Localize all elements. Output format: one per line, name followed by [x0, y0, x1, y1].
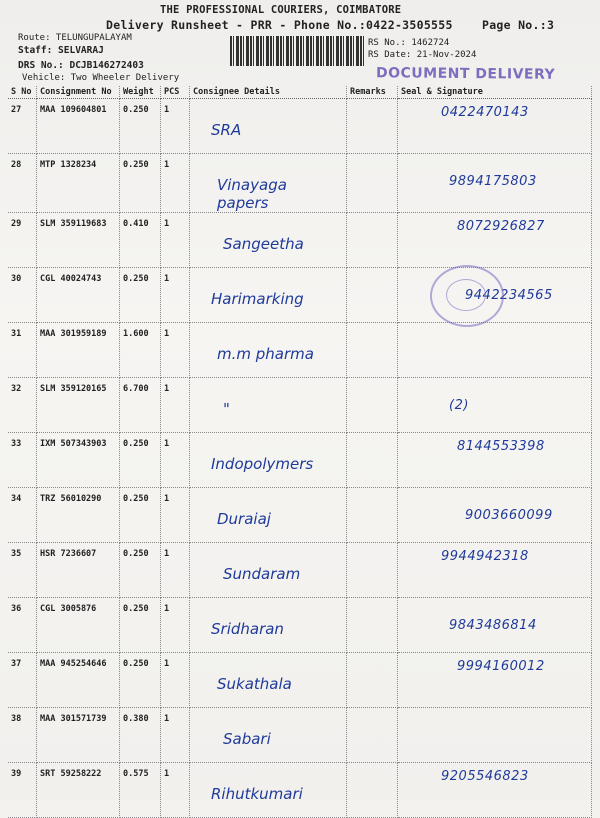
cell-sno: 28 — [8, 154, 37, 213]
cell-consignment: MAA 109604801 — [37, 99, 120, 154]
cell-remarks — [347, 433, 398, 488]
col-pcs: PCS — [161, 86, 190, 99]
cell-weight: 0.250 — [120, 433, 161, 488]
col-sno: S No — [8, 86, 37, 99]
cell-consignment: MAA 945254646 — [37, 653, 120, 708]
consignee-handwriting: Sabari — [223, 730, 271, 748]
cell-consignment: CGL 3005876 — [37, 598, 120, 653]
cell-consignee — [190, 268, 347, 323]
cell-pcs: 1 — [161, 268, 190, 323]
cell-sno: 31 — [8, 323, 37, 378]
cell-consignee — [190, 543, 347, 598]
cell-consignment: MAA 301571739 — [37, 708, 120, 763]
signature-handwriting: 8144553398 — [457, 439, 545, 454]
consignee-handwriting: m.m pharma — [217, 345, 314, 363]
signature-handwriting: 9205546823 — [441, 769, 529, 784]
cell-weight: 0.250 — [120, 653, 161, 708]
cell-weight: 0.575 — [120, 763, 161, 818]
cell-consignee — [190, 598, 347, 653]
cell-remarks — [347, 268, 398, 323]
signature-handwriting: 9003660099 — [465, 508, 553, 523]
cell-weight: 0.250 — [120, 543, 161, 598]
cell-seal-signature — [398, 763, 592, 818]
delivery-table — [8, 86, 592, 818]
signature-handwriting: 9944942318 — [441, 549, 529, 564]
cell-sno: 34 — [8, 488, 37, 543]
cell-seal-signature — [398, 154, 592, 213]
header-row — [8, 86, 592, 99]
cell-sno: 36 — [8, 598, 37, 653]
consignee-handwriting: Vinayaga papers — [217, 176, 287, 212]
cell-sno: 30 — [8, 268, 37, 323]
cell-pcs: 1 — [161, 598, 190, 653]
title-text: Delivery Runsheet - PRR - Phone No.:0422-3505555 — [106, 18, 453, 32]
vehicle: Vehicle: Two Wheeler Delivery — [22, 73, 180, 83]
table-row — [8, 433, 592, 488]
cell-remarks — [347, 488, 398, 543]
table-row — [8, 99, 592, 154]
signature-handwriting: 9442234565 — [465, 288, 553, 303]
cell-sno: 39 — [8, 763, 37, 818]
page-number: Page No.:3 — [481, 18, 555, 32]
cell-consignee — [190, 213, 347, 268]
cell-consignee — [190, 378, 347, 433]
cell-weight: 0.250 — [120, 598, 161, 653]
cell-remarks — [347, 378, 398, 433]
cell-weight: 0.250 — [120, 488, 161, 543]
cell-weight: 1.600 — [120, 323, 161, 378]
cell-consignee — [190, 154, 347, 213]
consignee-handwriting: Harimarking — [211, 290, 304, 308]
table-row — [8, 378, 592, 433]
cell-consignee — [190, 99, 347, 154]
cell-consignment: SLM 359119683 — [37, 213, 120, 268]
cell-sno: 29 — [8, 213, 37, 268]
cell-consignment: CGL 40024743 — [37, 268, 120, 323]
cell-weight: 0.410 — [120, 213, 161, 268]
cell-seal-signature — [398, 378, 592, 433]
table-row — [8, 488, 592, 543]
cell-consignment: MAA 301959189 — [37, 323, 120, 378]
cell-pcs: 1 — [161, 378, 190, 433]
consignee-handwriting: Sukathala — [217, 675, 292, 693]
consignee-handwriting: Sangeetha — [223, 235, 304, 253]
cell-pcs: 1 — [161, 154, 190, 213]
signature-handwriting: 8072926827 — [457, 219, 545, 234]
cell-seal-signature — [398, 543, 592, 598]
consignee-handwriting: Duraiaj — [217, 510, 271, 528]
cell-seal-signature — [398, 598, 592, 653]
barcode — [230, 36, 365, 66]
cell-consignment: IXM 507343903 — [37, 433, 120, 488]
cell-weight: 0.380 — [120, 708, 161, 763]
cell-consignee — [190, 323, 347, 378]
document-delivery-stamp: DOCUMENT DELIVERY — [375, 65, 556, 83]
company-name: THE PROFESSIONAL COURIERS, COIMBATORE — [160, 4, 402, 16]
consignee-handwriting: Indopolymers — [211, 455, 314, 473]
cell-consignee — [190, 433, 347, 488]
rs-date: RS Date: 21-Nov-2024 — [368, 50, 477, 60]
consignee-handwriting: " — [223, 400, 230, 418]
col-seal: Seal & Signature — [398, 86, 592, 99]
cell-sno: 33 — [8, 433, 37, 488]
cell-consignee — [190, 653, 347, 708]
runsheet-title — [106, 18, 554, 32]
consignee-handwriting: SRA — [211, 121, 242, 139]
cell-remarks — [347, 708, 398, 763]
cell-sno: 35 — [8, 543, 37, 598]
cell-seal-signature — [398, 99, 592, 154]
table-row — [8, 154, 592, 213]
cell-remarks — [347, 763, 398, 818]
col-remarks: Remarks — [347, 86, 398, 99]
signature-handwriting: 9843486814 — [449, 618, 537, 633]
cell-remarks — [347, 99, 398, 154]
cell-seal-signature — [398, 213, 592, 268]
cell-pcs: 1 — [161, 213, 190, 268]
table-row — [8, 543, 592, 598]
cell-seal-signature — [398, 323, 592, 378]
cell-seal-signature — [398, 433, 592, 488]
cell-sno: 27 — [8, 99, 37, 154]
route: Route: TELUNGUPALAYAM — [18, 33, 132, 43]
cell-pcs: 1 — [161, 763, 190, 818]
cell-consignee — [190, 708, 347, 763]
cell-seal-signature — [398, 488, 592, 543]
cell-remarks — [347, 653, 398, 708]
cell-consignee — [190, 488, 347, 543]
signature-handwriting: 0422470143 — [441, 105, 529, 120]
cell-consignment: TRZ 56010290 — [37, 488, 120, 543]
consignee-handwriting: Rihutkumari — [211, 785, 303, 803]
cell-sno: 38 — [8, 708, 37, 763]
table-row — [8, 323, 592, 378]
consignee-handwriting: Sridharan — [211, 620, 284, 638]
signature-handwriting: 9994160012 — [457, 659, 545, 674]
cell-consignment: SRT 59258222 — [37, 763, 120, 818]
cell-seal-signature — [398, 653, 592, 708]
cell-weight: 0.250 — [120, 268, 161, 323]
cell-remarks — [347, 213, 398, 268]
cell-pcs: 1 — [161, 323, 190, 378]
rs-number: RS No.: 1462724 — [368, 38, 450, 48]
cell-pcs: 1 — [161, 543, 190, 598]
cell-remarks — [347, 543, 398, 598]
col-weight: Weight — [120, 86, 161, 99]
cell-consignment: HSR 7236607 — [37, 543, 120, 598]
table-row — [8, 708, 592, 763]
col-consignment: Consignment No — [37, 86, 120, 99]
cell-remarks — [347, 323, 398, 378]
cell-seal-signature — [398, 708, 592, 763]
cell-weight: 6.700 — [120, 378, 161, 433]
cell-pcs: 1 — [161, 708, 190, 763]
cell-consignment: MTP 1328234 — [37, 154, 120, 213]
table-row — [8, 653, 592, 708]
cell-sno: 37 — [8, 653, 37, 708]
cell-pcs: 1 — [161, 433, 190, 488]
cell-sno: 32 — [8, 378, 37, 433]
cell-consignment: SLM 359120165 — [37, 378, 120, 433]
cell-remarks — [347, 598, 398, 653]
cell-pcs: 1 — [161, 653, 190, 708]
cell-pcs: 1 — [161, 99, 190, 154]
drs-number: DRS No.: DCJB146272403 — [18, 60, 144, 71]
table-row — [8, 598, 592, 653]
cell-pcs: 1 — [161, 488, 190, 543]
consignee-handwriting: Sundaram — [223, 565, 301, 583]
staff: Staff: SELVARAJ — [18, 45, 104, 56]
cell-remarks — [347, 154, 398, 213]
cell-consignee — [190, 763, 347, 818]
table-row — [8, 763, 592, 818]
cell-weight: 0.250 — [120, 99, 161, 154]
signature-handwriting: (2) — [449, 398, 469, 413]
round-seal-stamp — [430, 265, 504, 327]
col-consignee: Consignee Details — [190, 86, 347, 99]
signature-handwriting: 9894175803 — [449, 174, 537, 189]
table-row — [8, 213, 592, 268]
cell-weight: 0.250 — [120, 154, 161, 213]
table-body — [8, 99, 592, 818]
